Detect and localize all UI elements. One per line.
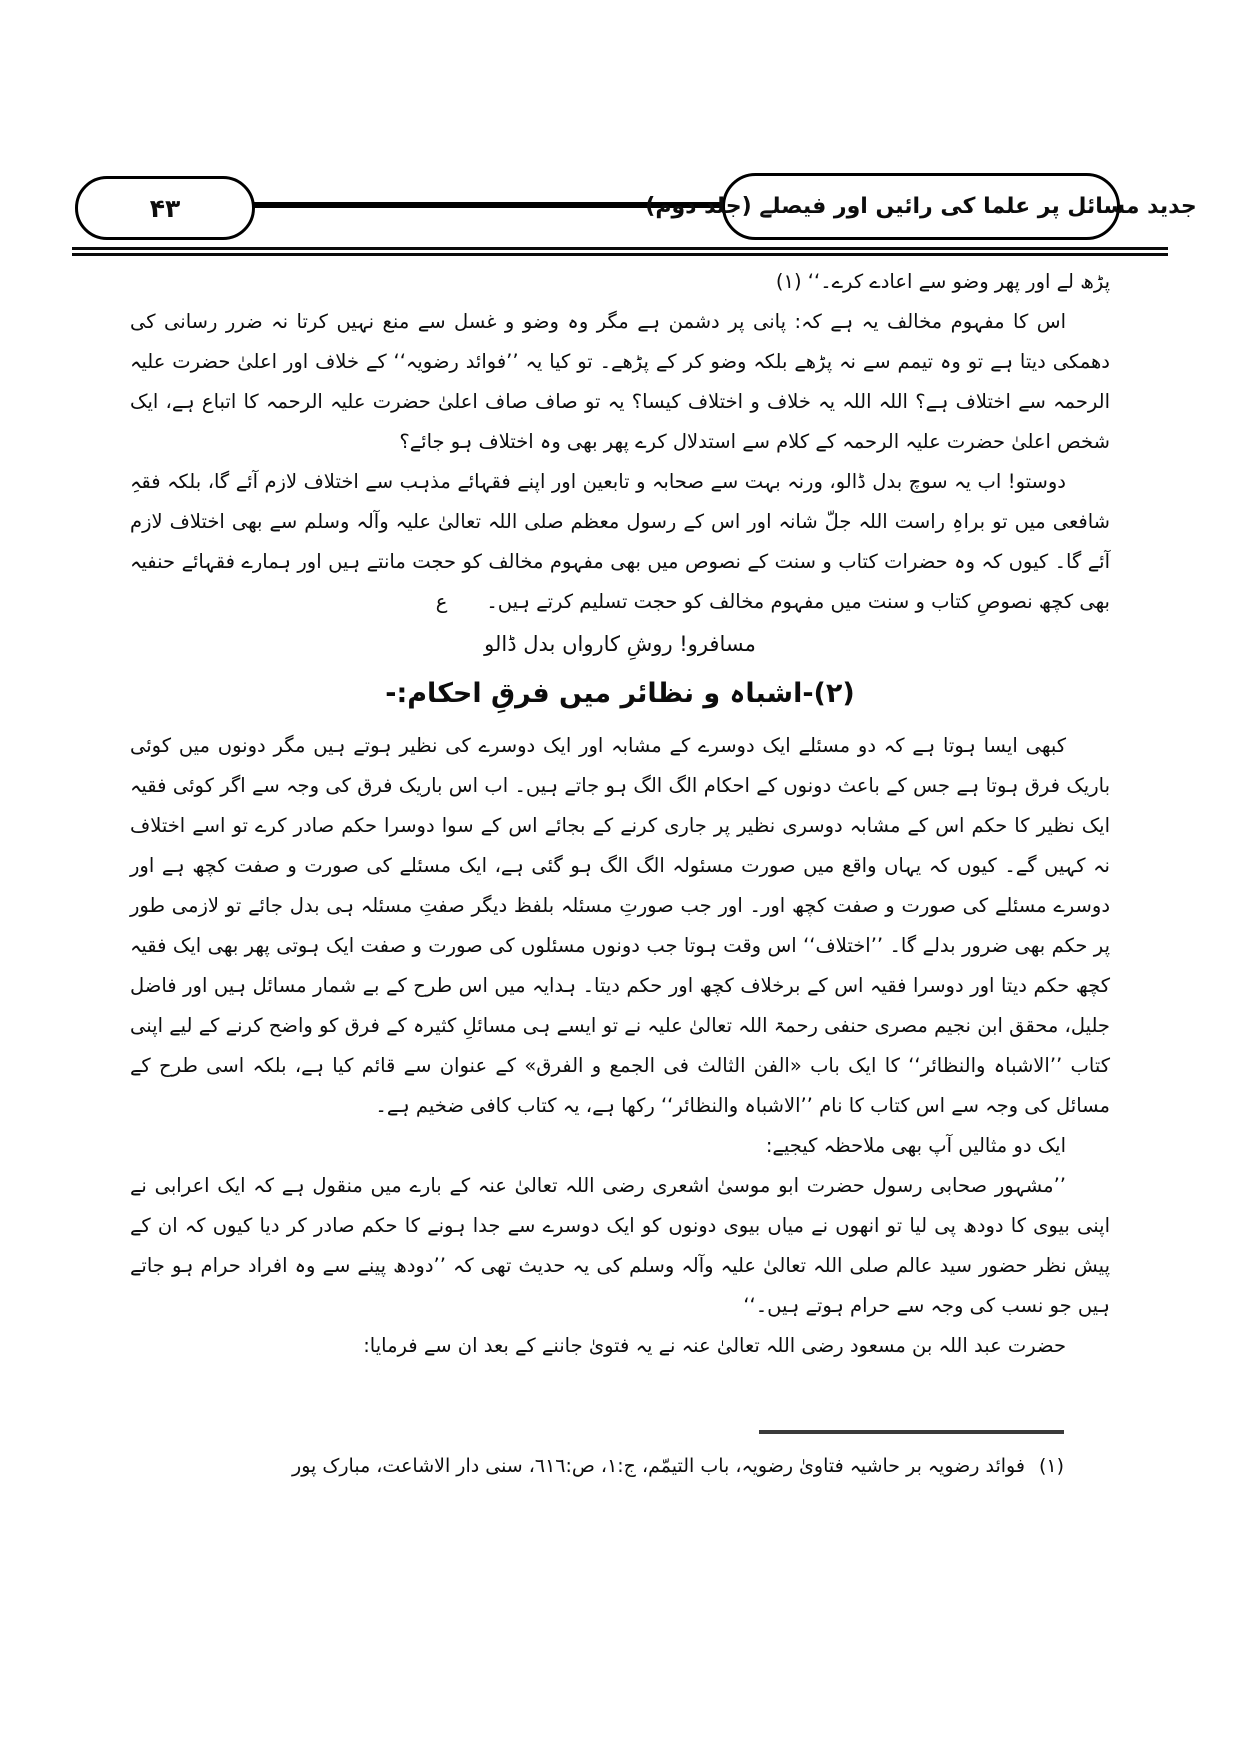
poetry-line: مسافرو! روشِ کارواں بدل ڈالو: [484, 632, 756, 656]
book-title: جدید مسائل پر علما کی رائیں اور فیصلے (جلد دوم): [645, 194, 1197, 219]
paragraph-ibn-masud: حضرت عبد اللہ بن مسعود رضی اللہ تعالیٰ عنہ نے یہ فتویٰ جاننے کے بعد ان سے فرمایا:: [363, 1334, 1066, 1357]
paragraph-abu-musa: ’’مشہور صحابی رسول حضرت ابو موسیٰ اشعری رضی اللہ تعالیٰ عنہ کے بارے میں منقول ہے کہ ایک اعرابی نے اپنی بیوی کا دودھ پی لیا تو انھوں نے میاں بیوی دونوں کو ایک دوسرے سے جدا ہونے کا حکم صادر کر دیا کیوں کہ ان کے پیش نظر حضور سید عالم صلی اللہ تعالیٰ علیہ وآلہ وسلم کی یہ حدیث تھی کہ ’’دودھ پینے سے وہ افراد حرام ہو جاتے ہیں جو نسب کی وجہ سے حرام ہوتے ہیں۔‘‘: [130, 1174, 1110, 1317]
page-number: ۴۳: [149, 193, 181, 223]
book-title-badge: [645, 173, 1197, 240]
header-double-rule: [72, 247, 1168, 256]
footnote-rule: [759, 1430, 1064, 1434]
paragraph-mafhum: اس کا مفہوم مخالف یہ ہے کہ: پانی پر دشمن ہے مگر وہ وضو و غسل سے منع نہیں کرتا نہ ضرر رسانی کی دھمکی دیتا ہے تو وہ تیمم سے نہ پڑھے بلکہ وضو کر کے پڑھے۔ تو کیا یہ ’’فوائد رضویہ‘‘ کے خلاف اور اعلیٰ حضرت علیہ الرحمہ سے اختلاف ہے؟ اللہ اللہ یہ خلاف و اختلاف کیسا؟ یہ تو صاف صاف اعلیٰ حضرت علیہ الرحمہ کا اتباع ہے، ایک شخص اعلیٰ حضرت علیہ الرحمہ کے کلام سے استدلال کرے پھر بھی وہ اختلاف ہو جائے؟: [130, 310, 1110, 453]
footnote-line: [130, 1450, 1110, 1482]
footnote-marker: (۱): [1038, 1455, 1064, 1477]
page-number-badge: [75, 176, 255, 240]
paragraph-ashbah: کبھی ایسا ہوتا ہے کہ دو مسئلے ایک دوسرے کے مشابہ اور ایک دوسرے کی نظیر ہوتے ہیں مگر دونوں میں کوئی باریک فرق ہوتا ہے جس کے باعث دونوں کے احکام الگ الگ ہو جاتے ہیں۔ اب اس باریک فرق کی وجہ سے اگر کوئی فقیہ ایک نظیر کا حکم اس کے مشابہ دوسری نظیر پر جاری کرنے کے بجائے اس کے سوا دوسرا حکم صادر کرے تو اسے اختلاف نہ کہیں گے۔ کیوں کہ یہاں واقع میں صورت مسئولہ الگ الگ ہو گئی ہے، ایک مسئلے کی صورت و صفت کچھ ہے اور دوسرے مسئلے کی صورت و صفت کچھ اور۔ اور جب صورتِ مسئلہ بلفظ دیگر صفتِ مسئلہ ہی بدل جائے تو لازمی طور پر حکم بھی ضرور بدلے گا۔ ’’اختلاف‘‘ اس وقت ہوتا جب دونوں مسئلوں کی صورت و صفت ایک ہوتی پھر بھی ایک فقیہ کچھ حکم دیتا اور دوسرا فقیہ اس کے برخلاف کچھ اور حکم دیتا۔ ہدایہ میں اس طرح کے بے شمار مسائل ہیں اور فاضل جلیل، محقق ابن نجیم مصری حنفی رحمۃ اللہ تعالیٰ علیہ نے تو ایسے ہی مسائلِ کثیرہ کے فرق کو واضح کرنے کے لیے اپنی کتاب ’’الاشباہ والنظائر‘‘ کا ایک باب «الفن الثالث فی الجمع و الفرق» کے عنوان سے قائم کیا ہے، بلکہ اسی طرح کے مسائل کی وجہ سے اس کتاب کا نام ’’الاشباہ والنظائر‘‘ رکھا ہے، یہ کتاب کافی ضخیم ہے۔: [130, 734, 1110, 1117]
footnote-section: [130, 1430, 1110, 1482]
footnote-text: فوائد رضویہ بر حاشیہ فتاویٰ رضویہ، باب التیمّم، ج:۱، ص:٦١٦، سنی دار الاشاعت، مبارک پور: [292, 1455, 1025, 1477]
paragraph-examples-intro: ایک دو مثالیں آپ بھی ملاحظہ کیجیے:: [765, 1134, 1066, 1157]
page-body: [130, 262, 1110, 1366]
paragraph-dosto: دوستو! اب یہ سوچ بدل ڈالو، ورنہ بہت سے صحابہ و تابعین اور اپنے فقہائے مذہب سے اختلاف لازم آئے گا، بلکہ فقہِ شافعی میں تو براہِ راست اللہ جلّ شانہ اور اس کے رسول معظم صلی اللہ تعالیٰ علیہ وآلہ وسلم سے بھی اختلاف لازم آئے گا۔ کیوں کہ وہ حضرات کتاب و سنت کے نصوص میں بھی مفہوم مخالف کو حجت مانتے ہیں اور ہمارے فقہائے حنفیہ بھی کچھ نصوصِ کتاب و سنت میں مفہوم مخالف کو حجت تسلیم کرتے ہیں۔ ع: [130, 470, 1110, 613]
continuation-line: پڑھ لے اور پھر وضو سے اعادے کرے۔‘‘ (۱): [775, 270, 1110, 293]
section-heading: (۲)-اشباہ و نظائر میں فرقِ احکام:-: [385, 678, 855, 709]
